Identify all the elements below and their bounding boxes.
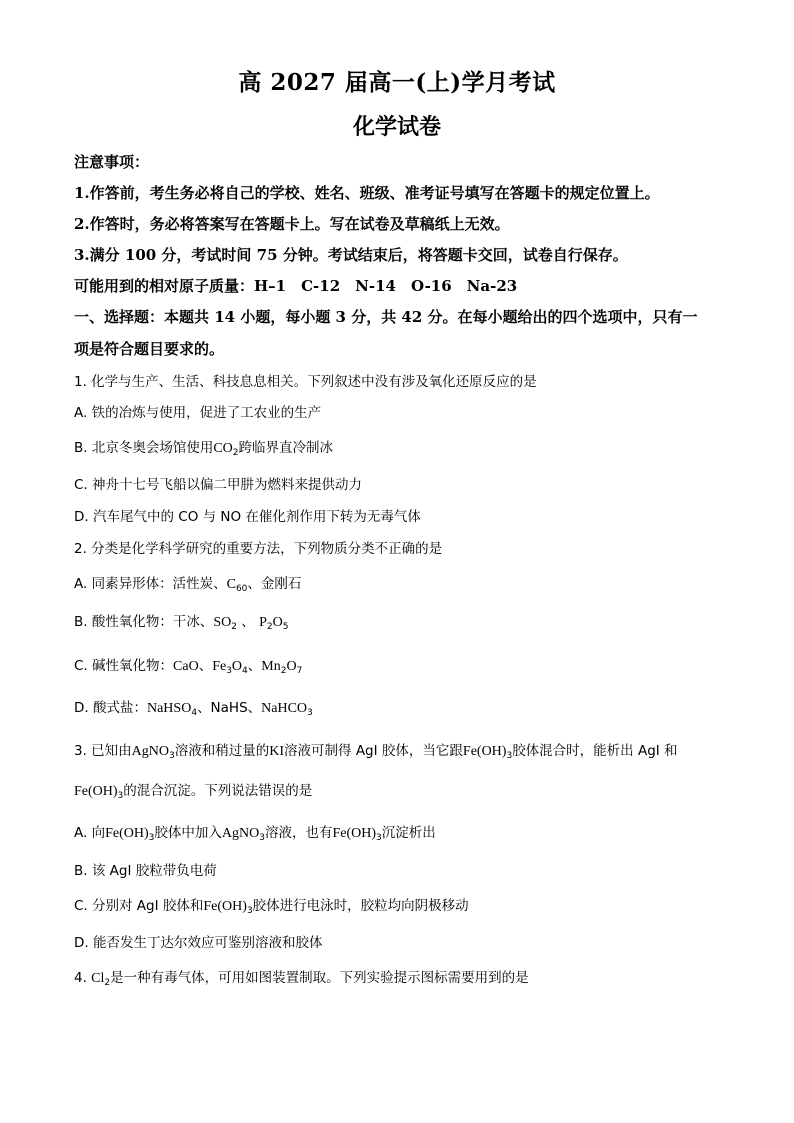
q3-option-b: B. 该 AgI 胶粒带负电荷 [74, 863, 217, 879]
q3-stem-line2: $Fe(OH)_3$的混合沉淀。下列说法错误的是 [74, 783, 313, 801]
q3-option-d: D. 能否发生丁达尔效应可鉴别溶液和胶体 [74, 935, 323, 951]
q2-option-d: D. 酸式盐：NaHSO$_4$、NaHS、NaHCO$_3$ [74, 700, 313, 718]
q3-stem-line1: 3. 已知由AgNO$_3$溶液和稍过量的KI溶液可制得 AgI 胶体，当它跟$Fe(OH)_3$胶体混合时，能析出 AgI 和 [74, 743, 678, 761]
note-item-3: 3.满分 100 分，考试时间 75 分钟。考试结束后，将答题卡交回，试卷自行保存。 [74, 246, 628, 264]
note-item-2: 2.作答时，务必将答案写在答题卡上。写在试卷及草稿纸上无效。 [74, 215, 510, 233]
q1-option-c: C. 神舟十七号飞船以偏二甲肼为燃料来提供动力 [74, 477, 363, 493]
q2-option-b: B. 酸性氧化物：干冰、$SO_2$ 、 $P_2O_5$ [74, 614, 289, 632]
section1-heading-line2: 项是符合题目要求的。 [74, 340, 225, 358]
q2-option-c: C. 碱性氧化物：CaO、$Fe_3O_4$、$Mn_2O_7$ [74, 658, 303, 676]
atomic-masses: 可能用到的相对原子质量：H–1 C-12 N-14 O-16 Na-23 [74, 277, 518, 295]
q3-option-a: A. 向$Fe(OH)_3$胶体中加入AgNO$_3$溶液，也有$Fe(OH)_3$沉淀析出 [74, 825, 436, 843]
q4-stem: 4. $Cl_2$是一种有毒气体，可用如图装置制取。下列实验提示图标需要用到的是 [74, 970, 529, 988]
q1-stem: 1. 化学与生产、生活、科技息息相关。下列叙述中没有涉及氧化还原反应的是 [74, 374, 537, 390]
note-item-1: 1.作答前，考生务必将自己的学校、姓名、班级、准考证号填写在答题卡的规定位置上。 [74, 184, 660, 202]
notes-heading: 注意事项： [74, 153, 150, 171]
exam-title: 高 2027 届高一(上)学月考试 [238, 69, 556, 96]
q2-stem: 2. 分类是化学科学研究的重要方法，下列物质分类不正确的是 [74, 541, 443, 557]
q3-option-c: C. 分别对 AgI 胶体和$Fe(OH)_3$胶体进行电泳时，胶粒均向阴极移动 [74, 898, 469, 916]
q1-option-d: D. 汽车尾气中的 CO 与 NO 在催化剂作用下转为无毒气体 [74, 509, 421, 525]
q1-option-a: A. 铁的冶炼与使用，促进了工农业的生产 [74, 405, 322, 421]
section1-heading-line1: 一、选择题：本题共 14 小题，每小题 3 分，共 42 分。在每小题给出的四个选项中，只有一 [74, 308, 698, 326]
q1-option-b: B. 北京冬奥会场馆使用$CO_2$跨临界直冷制冰 [74, 440, 334, 458]
exam-subtitle: 化学试卷 [352, 114, 441, 140]
q2-option-a: A. 同素异形体：活性炭、$C_{60}$、金刚石 [74, 576, 302, 594]
